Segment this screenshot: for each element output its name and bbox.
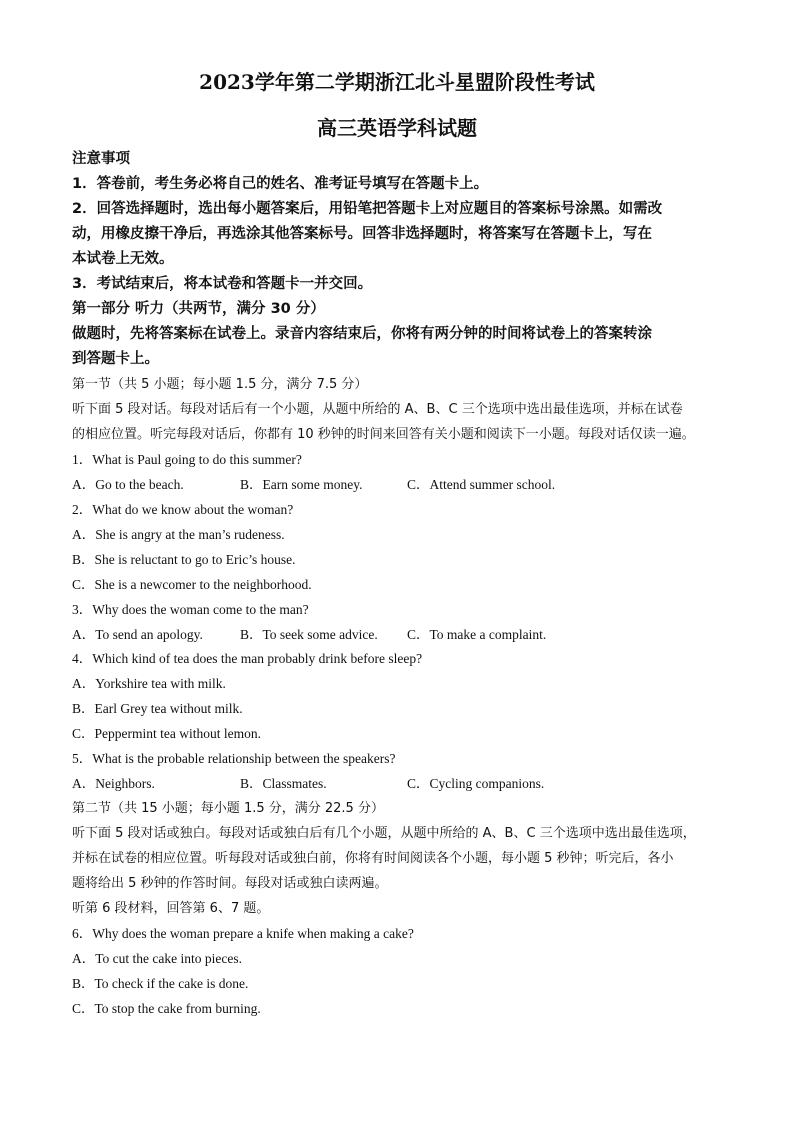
notice-item-2-line-2: 动，用橡皮擦干净后，再选涂其他答案标号。回答非选择题时，将答案写在答题卡上，写在	[72, 226, 652, 242]
question-option-a: A．She is angry at the man’s rudeness.	[72, 527, 285, 542]
question-stem: 2．What do we know about the woman?	[72, 502, 294, 517]
section1-instruction-line-2: 的相应位置。听完每段对话后，你都有 10 秒钟的时间来回答有关小题和阅读下一小题。每段对话仅读一遍。	[72, 427, 695, 442]
question-option-a: A．To send an apology.	[72, 627, 203, 642]
exam-title: 2023学年第二学期浙江北斗星盟阶段性考试	[199, 70, 595, 94]
section2-heading: 第二节（共 15 小题；每小题 1.5 分，满分 22.5 分）	[72, 801, 384, 816]
question-option-c: C．Peppermint tea without lemon.	[72, 726, 261, 741]
question-option-a: A．To cut the cake into pieces.	[72, 951, 242, 966]
exam-subtitle: 高三英语学科试题	[317, 116, 477, 140]
question-option-b: B．She is reluctant to go to Eric’s house.	[72, 552, 296, 567]
notice-item-2-line-3: 本试卷上无效。	[72, 251, 174, 267]
notice-heading: 注意事项	[72, 151, 130, 167]
question-option-a: A．Neighbors.	[72, 776, 155, 791]
section2-instruction-line-3: 题将给出 5 秒钟的作答时间。每段对话或独白读两遍。	[72, 876, 388, 891]
part1-instruction-line-1: 做题时，先将答案标在试卷上。录音内容结束后，你将有两分钟的时间将试卷上的答案转涂	[72, 326, 652, 342]
part1-heading: 第一部分 听力（共两节，满分 30 分）	[72, 301, 325, 317]
question-option-a: A．Yorkshire tea with milk.	[72, 676, 226, 691]
question-option-b: B．To check if the cake is done.	[72, 976, 249, 991]
question-option-a: A．Go to the beach.	[72, 477, 184, 492]
question-option-c: C．She is a newcomer to the neighborhood.	[72, 577, 312, 592]
question-stem: 5．What is the probable relationship between the speakers?	[72, 751, 396, 766]
section2-instruction-line-2: 并标在试卷的相应位置。听每段对话或独白前，你将有时间阅读各个小题，每小题 5 秒钟；听完后，各小	[72, 851, 674, 866]
question-option-b: B．To seek some advice.	[240, 627, 378, 642]
section2-instruction-line-1: 听下面 5 段对话或独白。每段对话或独白后有几个小题，从题中所给的 A、B、C 三个选项中选出最佳选项，	[72, 826, 696, 841]
question-option-b: B．Earl Grey tea without milk.	[72, 701, 243, 716]
question-option-c: C．To stop the cake from burning.	[72, 1001, 261, 1016]
question-stem: 3．Why does the woman come to the man?	[72, 602, 309, 617]
question-option-c: C．Attend summer school.	[407, 477, 556, 492]
question-option-c: C．Cycling companions.	[407, 776, 545, 791]
notice-item-1: 1．答卷前，考生务必将自己的姓名、准考证号填写在答题卡上。	[72, 176, 489, 192]
question-option-c: C．To make a complaint.	[407, 627, 547, 642]
section1-instruction-line-1: 听下面 5 段对话。每段对话后有一个小题，从题中所给的 A、B、C 三个选项中选出最佳选项，并标在试卷	[72, 402, 683, 417]
section1-heading: 第一节（共 5 小题；每小题 1.5 分，满分 7.5 分）	[72, 377, 368, 392]
question-stem: 4．Which kind of tea does the man probably drink before sleep?	[72, 651, 423, 666]
notice-item-2-line-1: 2．回答选择题时，选出每小题答案后，用铅笔把答题卡上对应题目的答案标号涂黑。如需改	[72, 201, 663, 217]
question-stem: 6．Why does the woman prepare a knife when making a cake?	[72, 926, 414, 941]
part1-instruction-line-2: 到答题卡上。	[72, 351, 159, 367]
question-option-b: B．Earn some money.	[240, 477, 363, 492]
notice-item-3: 3．考试结束后，将本试卷和答题卡一并交回。	[72, 276, 373, 292]
section2-material-6: 听第 6 段材料，回答第 6、7 题。	[72, 901, 270, 916]
question-stem: 1．What is Paul going to do this summer?	[72, 452, 302, 467]
question-option-b: B．Classmates.	[240, 776, 327, 791]
